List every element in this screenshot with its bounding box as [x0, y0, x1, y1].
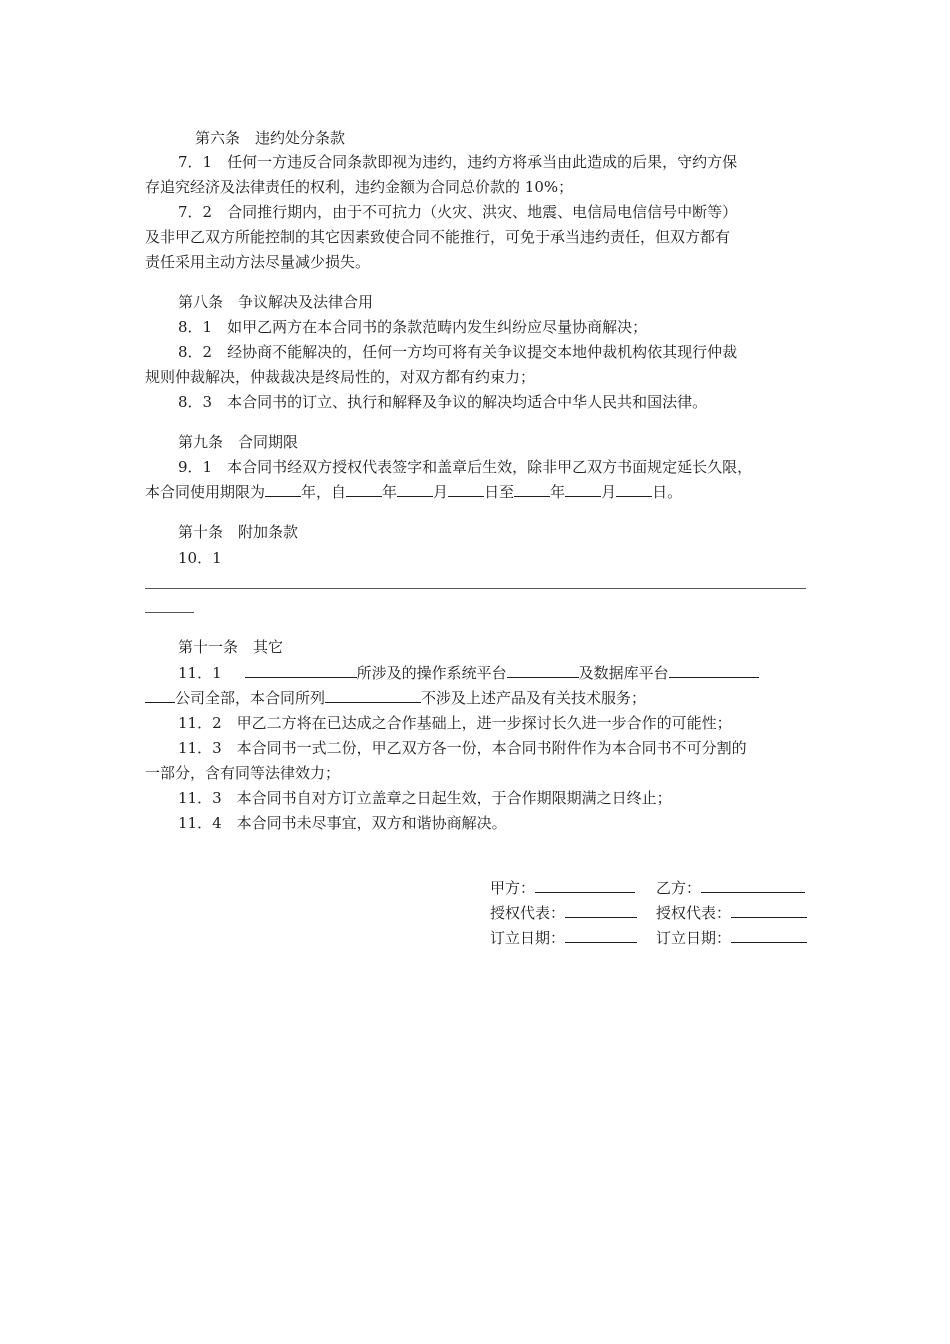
clause-7-2-line-1: 7．2 合同推行期内，由于不可抗力（火灾、洪灾、地震、电信局电信信号中断等） [178, 203, 738, 221]
clause-text: 不涉及上述产品及有关技术服务； [421, 689, 647, 707]
clause-8-3: 8．3 本合同书的订立、执行和解释及争议的解决均适合中华人民共和国法律。 [178, 393, 708, 411]
party-b-date [656, 927, 807, 949]
end-month-blank[interactable] [565, 481, 601, 497]
article-6-heading: 第六条 违约处分条款 [195, 129, 346, 147]
party-b-signature [656, 877, 805, 899]
party-b-date-label: 订立日期： [656, 929, 732, 947]
listed-item-blank[interactable] [325, 687, 421, 703]
database-platform-blank[interactable] [669, 662, 759, 678]
end-day-blank[interactable] [616, 481, 652, 497]
clause-number: 11．1 [178, 664, 222, 682]
term-text: 月 [601, 483, 617, 501]
clause-8-1: 8．1 如甲乙两方在本合同书的条款范畴内发生纠纷应尽量协商解决； [178, 318, 648, 336]
party-a-date [490, 927, 637, 949]
party-b-label: 乙方： [656, 879, 702, 897]
term-text: 日至 [484, 483, 515, 501]
party-b-date-field[interactable] [731, 927, 807, 943]
term-text: 年 [382, 483, 398, 501]
clause-7-1-line-1: 7．1 任何一方违反合同条款即视为违约，违约方将承当由此造成的后果，守约方保 [178, 153, 738, 171]
party-b-rep-field[interactable] [731, 902, 807, 918]
clause-7-2-line-3: 责任采用主动方法尽量减少损失。 [145, 253, 371, 271]
clause-11-1-line-2 [145, 687, 646, 709]
start-month-blank[interactable] [397, 481, 433, 497]
term-text: 年，自 [301, 483, 347, 501]
term-text: 本合同使用期限为 [145, 483, 266, 501]
clause-11-3-effective: 11．3 本合同书自对方订立盖章之日起生效，于合作期限期满之日终止； [178, 789, 672, 807]
party-a-rep-label: 授权代表： [490, 904, 566, 922]
party-a-date-label: 订立日期： [490, 929, 566, 947]
clause-11-4: 11．4 本合同书未尽事宜，双方和谐协商解决。 [178, 814, 507, 832]
term-text: 月 [433, 483, 449, 501]
party-a-signature [490, 877, 635, 899]
clause-10-1: 10．1 [178, 549, 222, 567]
party-b-rep-label: 授权代表： [656, 904, 732, 922]
clause-text: 所涉及的操作系统平台 [356, 664, 507, 682]
clause-7-2-line-2: 及非甲乙双方所能控制的其它因素致使合同不能推行，可免于承当违约责任，但双方都有 [145, 228, 731, 246]
clause-8-2-line-2: 规则仲裁解决，仲裁裁决是终局性的，对双方都有约束力； [145, 368, 536, 386]
article-10-heading: 第十条 附加条款 [178, 523, 299, 541]
start-day-blank[interactable] [448, 481, 484, 497]
clause-8-2-line-1: 8．2 经协商不能解决的，任何一方均可将有关争议提交本地仲裁机构依其现行仲裁 [178, 343, 738, 361]
clause-9-1-line-2 [145, 481, 682, 503]
article-9-heading: 第九条 合同期限 [178, 433, 299, 451]
article-11-heading: 第十一条 其它 [178, 638, 284, 656]
term-years-blank[interactable] [265, 481, 301, 497]
term-text: 日。 [652, 483, 683, 501]
clause-text: 及数据库平台 [578, 664, 669, 682]
clause-11-3-line-2: 一部分，含有同等法律效力； [145, 764, 341, 782]
party-a-field[interactable] [535, 877, 635, 893]
party-b-rep [656, 902, 807, 924]
party-b-field[interactable] [701, 877, 805, 893]
clause-9-1-line-1: 9．1 本合同书经双方授权代表签字和盖章后生效，除非甲乙双方书面规定延长久限， [178, 458, 753, 476]
database-platform-blank-tail[interactable] [145, 687, 175, 703]
clause-11-2: 11．2 甲乙二方将在已达成之合作基础上，进一步探讨长久进一步合作的可能性； [178, 714, 732, 732]
article-8-heading: 第八条 争议解决及法律合用 [178, 293, 374, 311]
clause-11-1-line-1 [178, 662, 759, 684]
product-blank[interactable] [245, 662, 357, 678]
clause-10-1-blank-line[interactable] [145, 588, 806, 589]
term-text: 年 [550, 483, 566, 501]
clause-10-1-blank-tail[interactable] [145, 612, 194, 613]
clause-text: 公司全部，本合同所列 [175, 689, 326, 707]
party-a-rep [490, 902, 637, 924]
party-a-date-field[interactable] [565, 927, 637, 943]
clause-11-3-line-1: 11．3 本合同书一式二份，甲乙双方各一份，本合同书附件作为本合同书不可分割的 [178, 739, 747, 757]
start-year-blank[interactable] [346, 481, 382, 497]
end-year-blank[interactable] [514, 481, 550, 497]
os-platform-blank[interactable] [507, 662, 579, 678]
party-a-label: 甲方： [490, 879, 536, 897]
clause-7-1-line-2: 存追究经济及法律责任的权利，违约金额为合同总价款的 10%； [145, 178, 574, 196]
party-a-rep-field[interactable] [565, 902, 637, 918]
